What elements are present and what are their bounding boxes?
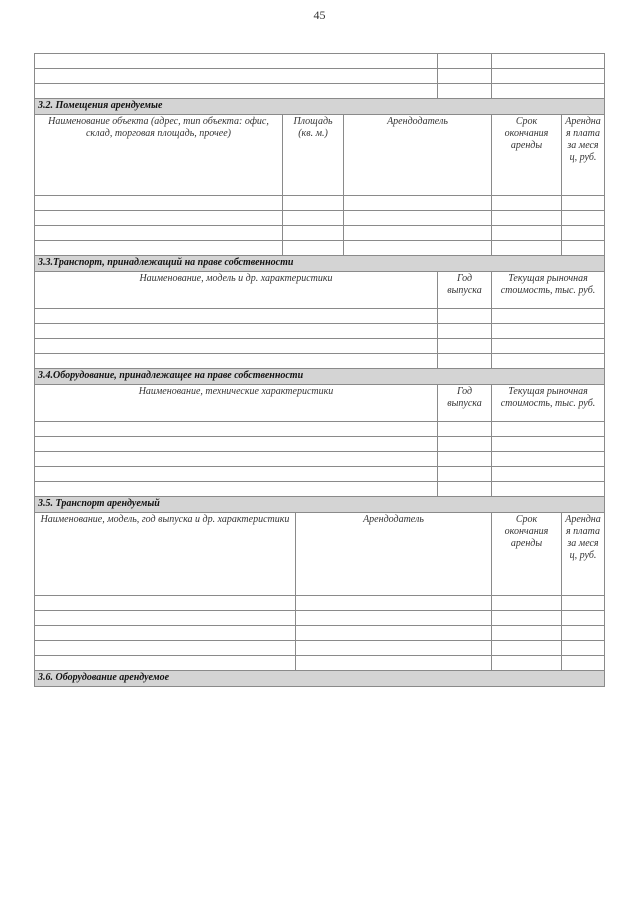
col-lessor: Арендодатель: [296, 513, 492, 596]
form-sheet: [34, 53, 604, 687]
col-year: Год выпуска: [438, 272, 492, 309]
table-row: [35, 422, 605, 437]
table-row: [35, 69, 605, 84]
col-name: Наименование, модель и др. характеристики: [35, 272, 438, 309]
table-row: [35, 211, 605, 226]
col-rent: Арендная плата за месяц, руб.: [562, 115, 605, 196]
section-title: 3.2. Помещения арендуемые: [35, 99, 605, 115]
table-row: [35, 354, 605, 369]
section-header-3-4: [35, 369, 605, 385]
column-header-row: [35, 115, 605, 196]
table-row: [35, 482, 605, 497]
section-header-3-2: [35, 99, 605, 115]
section-header-3-3: [35, 256, 605, 272]
col-object: Наименование объекта (адрес, тип объекта: офис, склад, торговая площадь, прочее): [35, 115, 283, 196]
table-row: [35, 467, 605, 482]
table-row: [35, 641, 605, 656]
column-header-row: [35, 385, 605, 422]
table-row: [35, 596, 605, 611]
col-value: Текущая рыночная стоимость, тыс. руб.: [492, 385, 605, 422]
col-year: Год выпуска: [438, 385, 492, 422]
col-rent: Арендная плата за месяц, руб.: [562, 513, 605, 596]
section-title: 3.4.Оборудование, принадлежащее на праве собственности: [35, 369, 605, 385]
table-row: [35, 241, 605, 256]
column-header-row: [35, 513, 605, 596]
col-term: Срок окончания аренды: [492, 115, 562, 196]
col-name: Наименование, технические характеристики: [35, 385, 438, 422]
section-header-3-5: [35, 497, 605, 513]
table-row: [35, 452, 605, 467]
col-lessor: Арендодатель: [344, 115, 492, 196]
col-value: Текущая рыночная стоимость, тыс. руб.: [492, 272, 605, 309]
table-row: [35, 626, 605, 641]
table-row: [35, 196, 605, 211]
form-table: [34, 53, 605, 687]
table-row: [35, 309, 605, 324]
table-row: [35, 611, 605, 626]
table-row: [35, 339, 605, 354]
col-area: Площадь (кв. м.): [283, 115, 344, 196]
section-title: 3.5. Транспорт арендуемый: [35, 497, 605, 513]
section-title: 3.6. Оборудование арендуемое: [35, 671, 605, 687]
table-row: [35, 324, 605, 339]
table-row: [35, 656, 605, 671]
page-number: 45: [313, 8, 326, 22]
section-title: 3.3.Транспорт, принадлежащий на праве собственности: [35, 256, 605, 272]
section-header-3-6: [35, 671, 605, 687]
col-name: Наименование, модель, год выпуска и др. характеристики: [35, 513, 296, 596]
table-row: [35, 54, 605, 69]
table-row: [35, 437, 605, 452]
column-header-row: [35, 272, 605, 309]
table-row: [35, 226, 605, 241]
col-term: Срок окончания аренды: [492, 513, 562, 596]
table-row: [35, 84, 605, 99]
